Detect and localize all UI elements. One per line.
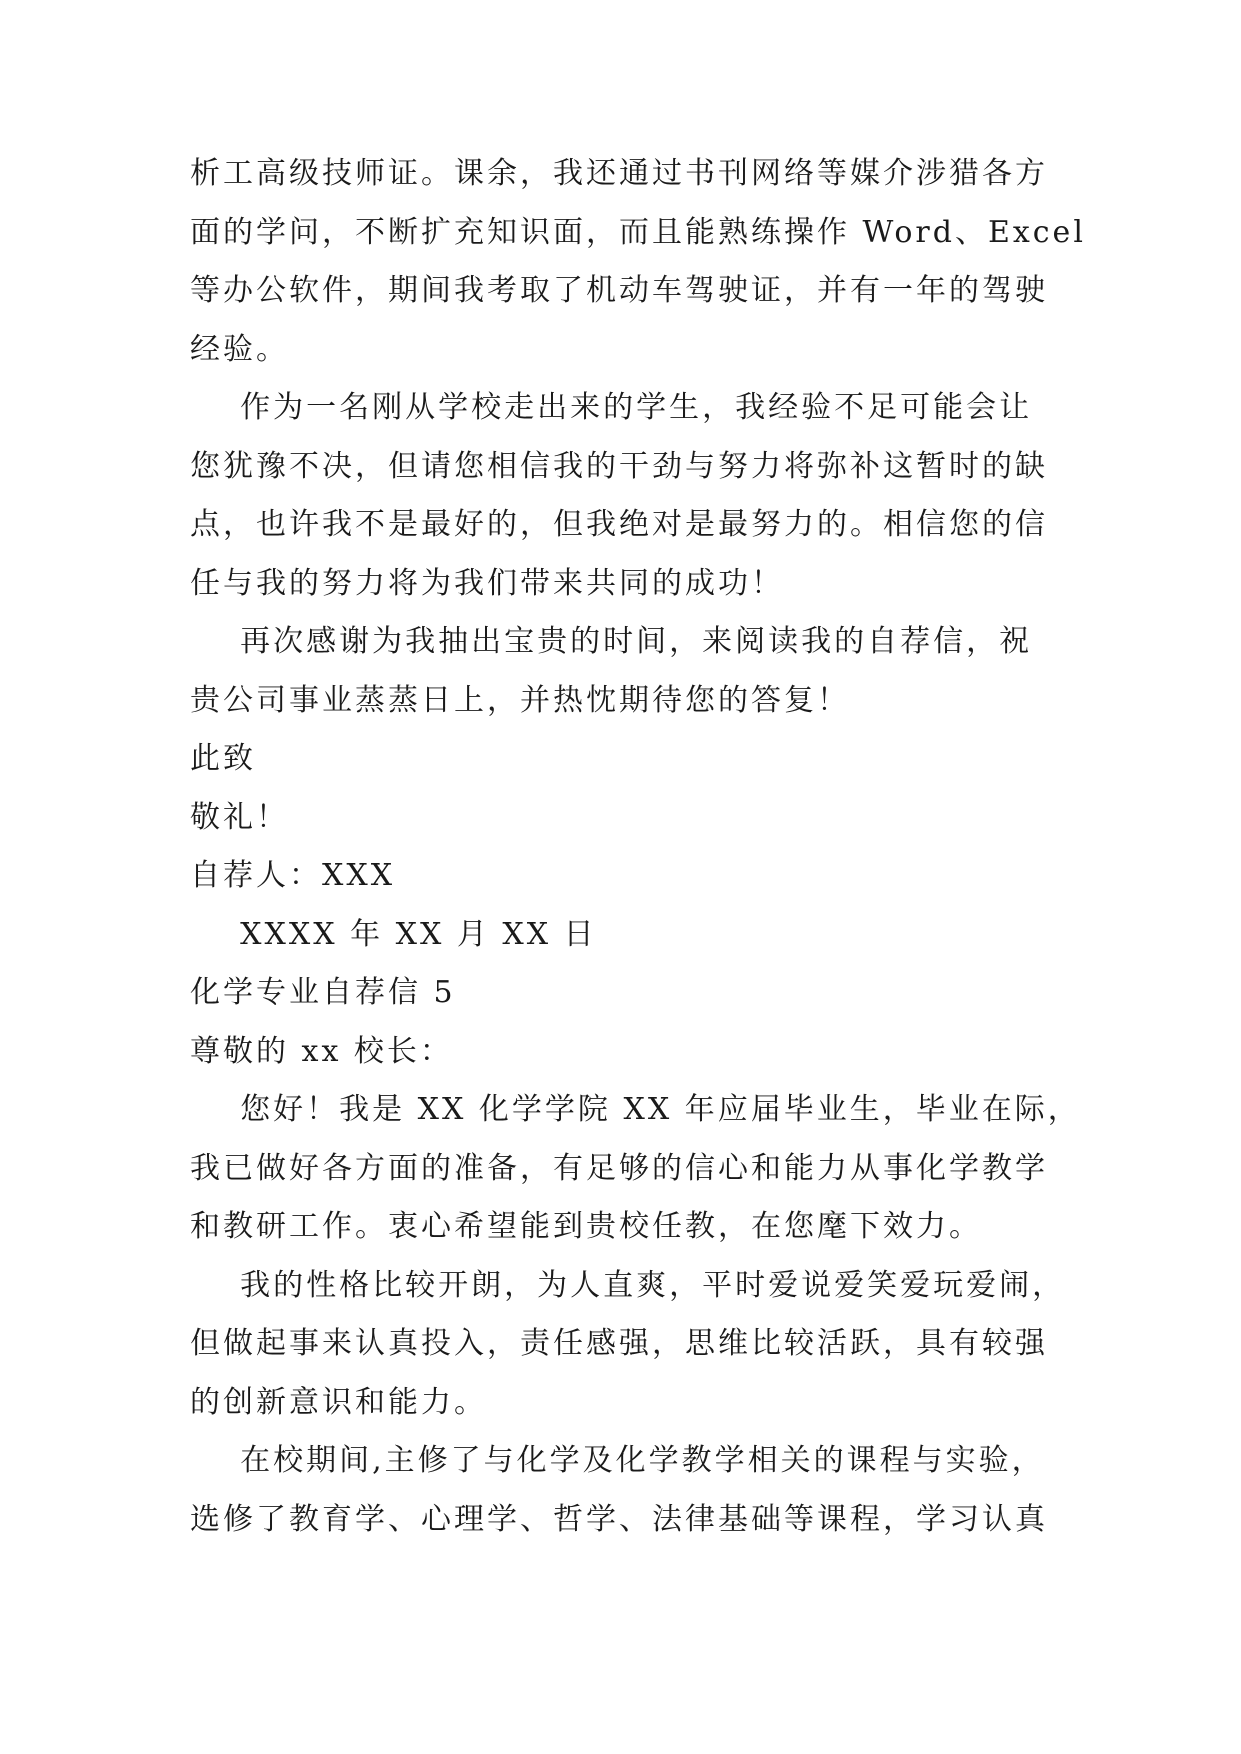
text-line: 点，也许我不是最好的，但我绝对是最努力的。相信您的信 [190, 507, 1048, 542]
text-line: 和教研工作。衷心希望能到贵校任教，在您麾下效力。 [190, 1209, 982, 1244]
text-line: 作为一名刚从学校走出来的学生，我经验不足可能会让 [190, 390, 1033, 425]
document-body [190, 145, 1086, 1549]
text-line: 但做起事来认真投入，责任感强，思维比较活跃，具有较强 [190, 1326, 1048, 1361]
signature-line: 自荐人：XXX [190, 858, 396, 893]
text-line: 任与我的努力将为我们带来共同的成功！ [190, 565, 784, 601]
text-line: 我的性格比较开朗，为人直爽，平时爱说爱笑爱玩爱闹， [190, 1267, 1066, 1303]
text-line: 的创新意识和能力。 [190, 1384, 487, 1420]
date-line: XXXX 年 XX 月 XX 日 [190, 916, 597, 952]
text-line: 选修了教育学、心理学、哲学、法律基础等课程，学习认真 [190, 1501, 1048, 1537]
text-line: 经验。 [190, 331, 289, 367]
text-line: 您犹豫不决，但请您相信我的干劲与努力将弥补这暂时的缺 [190, 448, 1048, 484]
text-line: 等办公软件，期间我考取了机动车驾驶证，并有一年的驾驶 [190, 273, 1048, 308]
text-line: 贵公司事业蒸蒸日上，并热忱期待您的答复！ [190, 682, 850, 718]
text-line: 在校期间,主修了与化学及化学教学相关的课程与实验， [190, 1443, 1045, 1478]
salutation-line: 尊敬的 xx 校长： [190, 1033, 453, 1069]
text-line: 再次感谢为我抽出宝贵的时间，来阅读我的自荐信，祝 [190, 624, 1033, 659]
section-title: 化学专业自荐信 5 [190, 975, 456, 1010]
text-line: 您好！我是 XX 化学学院 XX 年应届毕业生，毕业在际， [190, 1092, 1081, 1127]
closing-line: 此致 [190, 741, 256, 776]
closing-line: 敬礼！ [190, 799, 289, 835]
text-line: 面的学问，不断扩充知识面，而且能熟练操作 Word、Excel [190, 214, 1086, 250]
text-line: 析工高级技师证。课余，我还通过书刊网络等媒介涉猎各方 [190, 156, 1048, 191]
text-line: 我已做好各方面的准备，有足够的信心和能力从事化学教学 [190, 1150, 1048, 1186]
